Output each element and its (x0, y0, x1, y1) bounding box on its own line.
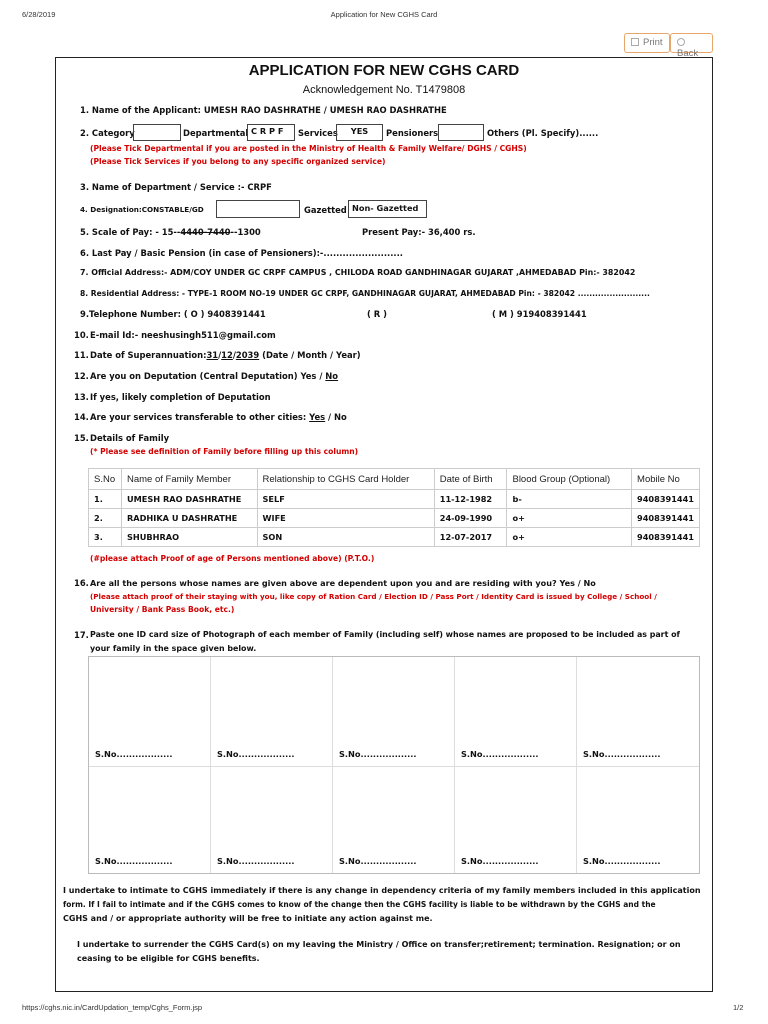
q2-pensioners-label: Pensioners (386, 128, 439, 138)
q2-category-label: 2. Category (80, 128, 135, 138)
q11-number: 11. (74, 350, 89, 360)
note-departmental: (Please Tick Departmental if you are posted in the Ministry of Health & Family Welfare/ DGHS / CGHS) (90, 144, 527, 153)
cell-relationship: WIFE (257, 509, 434, 528)
print-date: 6/28/2019 (22, 10, 56, 19)
photo-slot[interactable]: S.No.................. (455, 766, 577, 873)
col-dob: Date of Birth (434, 469, 507, 490)
q15-number: 15. (74, 433, 89, 443)
print-button[interactable] (624, 33, 670, 53)
cell-blood-group: o+ (507, 528, 632, 547)
q17-number: 17. (74, 630, 89, 640)
print-checkbox-icon (631, 38, 639, 46)
q6-last-pay: 6. Last Pay / Basic Pension (in case of Pensioners):-......................... (80, 248, 403, 258)
q9-phone-residence: ( R ) (367, 309, 387, 319)
family-table (88, 468, 700, 547)
photo-slot[interactable]: S.No.................. (89, 766, 211, 873)
photo-slot[interactable]: S.No.................. (333, 657, 455, 766)
table-row (89, 509, 700, 528)
non-gazetted-field[interactable]: Non- Gazetted (348, 200, 427, 218)
note-services: (Please Tick Services if you belong to any specific organized service) (90, 157, 386, 166)
photo-slot[interactable]: S.No.................. (333, 766, 455, 873)
cell-sno: 1. (89, 490, 122, 509)
browser-page-title: Application for New CGHS Card (330, 10, 438, 19)
proof-of-age-note: (#please attach Proof of age of Persons mentioned above) (P.T.O.) (90, 554, 375, 563)
photo-slot[interactable]: S.No.................. (211, 657, 333, 766)
q4-designation: 4. Designation:CONSTABLE/GD (80, 205, 204, 214)
undertaking-intimate (63, 884, 703, 926)
cell-name: SHUBHRAO (121, 528, 257, 547)
cell-blood-group: o+ (507, 509, 632, 528)
undertaking-surrender (77, 938, 703, 966)
q17-photo-instruction-line2: your family in the space given below. (90, 644, 257, 653)
q5-scale-of-pay: 5. Scale of Pay: - 15--4440-7440--1300 (80, 227, 261, 237)
q15-family-details: Details of Family (90, 433, 170, 443)
q1-applicant-name: 1. Name of the Applicant: UMESH RAO DASHRATHE / UMESH RAO DASHRATHE (80, 105, 447, 115)
photo-slot[interactable]: S.No.................. (583, 856, 661, 866)
q10-email: E-mail Id:- neeshusingh511@gmail.com (90, 330, 276, 340)
q2-services-label: Services (298, 128, 338, 138)
q16-note-line2: University / Bank Pass Book, etc.) (90, 605, 235, 614)
col-relationship: Relationship to CGHS Card Holder (257, 469, 434, 490)
undertaking-intimate-line1: I undertake to intimate to CGHS immediately if there is any change in dependency criteria of my family members included in this application (63, 886, 701, 895)
back-label: Back (677, 48, 699, 59)
undertaking-surrender-line1: I undertake to surrender the CGHS Card(s) on my leaving the Ministry / Office on transfer;retirement; termination. Resignation; or on (77, 940, 681, 949)
q12-deputation: Are you on Deputation (Central Deputation) Yes / No (90, 371, 339, 381)
cell-blood-group: b- (507, 490, 632, 509)
q8-residential-address: 8. Residential Address: - TYPE-1 ROOM NO-19 UNDER GC CRPF, GANDHINAGAR GUJARAT, AHMEDABAD Pin: - 382042 ......................... (80, 289, 650, 298)
photo-slot[interactable]: S.No.................. (211, 766, 333, 873)
table-row (89, 528, 700, 547)
q5-present-pay: Present Pay:- 36,400 rs. (362, 227, 476, 237)
col-mobile: Mobile No (632, 469, 700, 490)
q7-official-address: 7. Official Address:- ADM/COY UNDER GC CRPF CAMPUS , CHILODA ROAD GANDHINAGAR GUJARAT ,AHMEDABAD Pin:- 382042 (80, 268, 636, 277)
back-button[interactable] (670, 33, 713, 59)
q12-number: 12. (74, 371, 89, 381)
cell-relationship: SELF (257, 490, 434, 509)
page-url: https://cghs.nic.in/CardUpdation_temp/Cghs_Form.jsp (22, 1003, 203, 1012)
col-name: Name of Family Member (121, 469, 257, 490)
back-radio-icon (677, 38, 685, 46)
q16-note-line1: (Please attach proof of their staying with you, like copy of Ration Card / Election ID / Pass Port / Identity Card is issued by College / School / (90, 592, 657, 601)
page-number: 1/2 (733, 1003, 744, 1012)
photo-slot[interactable]: S.No.................. (583, 749, 661, 759)
cell-relationship: SON (257, 528, 434, 547)
cell-mobile: 9408391441 (632, 528, 700, 547)
undertaking-intimate-line3: CGHS and / or appropriate authority will be free to initiate any action against me. (63, 914, 433, 923)
q13-number: 13. (74, 392, 89, 402)
q4-gazetted-label: Gazetted (304, 205, 347, 215)
family-table-header (89, 469, 700, 490)
q2-departmental-label: Departmental (183, 128, 249, 138)
print-label: Print (643, 37, 663, 48)
q9-phone-mobile: ( M ) 919408391441 (492, 309, 587, 319)
q16-dependents: Are all the persons whose names are given above are dependent upon you and are residing with you? Yes / No (90, 578, 596, 588)
cell-dob: 12-07-2017 (434, 528, 507, 547)
q3-department: 3. Name of Department / Service :- CRPF (80, 182, 272, 192)
pensioners-field[interactable] (438, 124, 484, 141)
q15-note: (* Please see definition of Family before filling up this column) (90, 447, 359, 456)
acknowledgement-number: Acknowledgement No. T1479808 (302, 84, 466, 96)
cell-mobile: 9408391441 (632, 490, 700, 509)
cell-dob: 24-09-1990 (434, 509, 507, 528)
col-sno: S.No (89, 469, 122, 490)
q11-superannuation: Date of Superannuation:31/12/2039 (Date / Month / Year) (90, 350, 361, 360)
table-row (89, 490, 700, 509)
undertaking-intimate-line2: form. If I fail to intimate and if the CGHS comes to know of the change then the CGHS facility is liable to be withdrawn by the CGHS and the (63, 900, 656, 909)
q13-deputation-completion: If yes, likely completion of Deputation (90, 392, 271, 402)
q14-number: 14. (74, 412, 89, 422)
q10-number: 10. (74, 330, 89, 340)
cell-name: UMESH RAO DASHRATHE (121, 490, 257, 509)
cell-name: RADHIKA U DASHRATHE (121, 509, 257, 528)
cell-sno: 3. (89, 528, 122, 547)
cell-sno: 2. (89, 509, 122, 528)
designation-field[interactable] (216, 200, 300, 218)
q14-transferable: Are your services transferable to other cities: Yes / No (90, 412, 347, 422)
col-blood-group: Blood Group (Optional) (507, 469, 632, 490)
q17-photo-instruction-line1: Paste one ID card size of Photograph of each member of Family (including self) whose names are proposed to be included as part of (90, 630, 680, 639)
q2-others-label: Others (Pl. Specify)...... (487, 128, 599, 138)
category-field[interactable] (133, 124, 181, 141)
q16-number: 16. (74, 578, 89, 588)
photo-grid (88, 656, 700, 874)
photo-slot[interactable]: S.No.................. (455, 657, 577, 766)
photo-slot[interactable]: S.No.................. (89, 657, 211, 766)
cell-mobile: 9408391441 (632, 509, 700, 528)
form-title: APPLICATION FOR NEW CGHS CARD (248, 62, 520, 79)
q9-phone-office: 9.Telephone Number: ( O ) 9408391441 (80, 309, 266, 319)
cell-dob: 11-12-1982 (434, 490, 507, 509)
undertaking-surrender-line2: ceasing to be eligible for CGHS benefits. (77, 954, 260, 963)
services-field[interactable]: YES (336, 124, 383, 141)
departmental-field[interactable]: C R P F (247, 124, 295, 141)
